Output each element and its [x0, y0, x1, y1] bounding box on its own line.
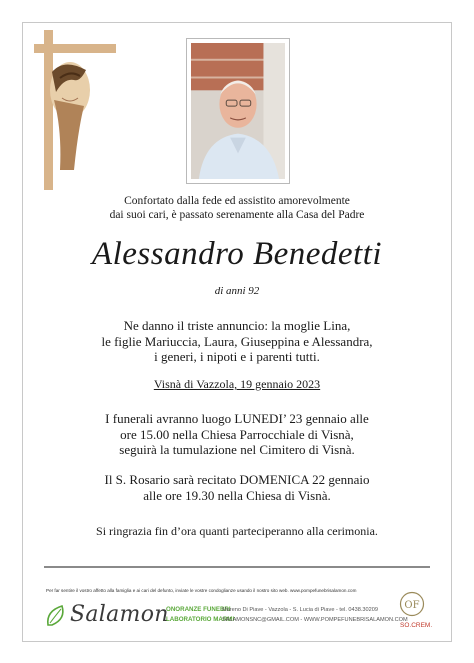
funeral-line: seguirà la tumulazione nel Cimitero di Visnà. [119, 442, 355, 457]
intro-line: Confortato dalla fede ed assistito amorevolmente [124, 195, 350, 207]
brand-logo-text: Salamon [70, 602, 169, 627]
service-line: LABORATORIO MARMI [166, 616, 235, 623]
thanks-text: Si ringrazia fin d’ora quanti parteciperanno alla cerimonia. [96, 524, 378, 538]
funeral-line: I funerali avranno luogo LUNEDI’ 23 gennaio alle [105, 411, 369, 426]
socrem-logo-text: SO.CREM. [400, 622, 433, 629]
announcement-line: Ne danno il triste annuncio: la moglie Lina, [123, 318, 351, 333]
deceased-name: Alessandro Benedetti [91, 236, 383, 272]
brand-contact [222, 605, 408, 625]
portrait-photo [191, 43, 285, 179]
contact-line: SALAMONSNC@GMAIL.COM - WWW.POMPEFUNEBRISALAMON.COM [222, 617, 408, 623]
contact-line: Mareno Di Piave - Vazzola - S. Lucia di Piave - tel. 0438.30209 [222, 607, 378, 613]
rosary-line: alle ore 19.30 nella Chiesa di Visnà. [143, 487, 331, 503]
leaf-logo-icon [44, 603, 70, 629]
funeral-line: ore 15.00 nella Chiesa Parrocchiale di Visnà, [120, 426, 354, 442]
announcement [0, 318, 474, 365]
funeral-info [0, 411, 474, 458]
crucifix-image [34, 30, 116, 190]
of-badge-icon [399, 591, 425, 617]
rosary-line: Il S. Rosario sarà recitato DOMENICA 22 gennaio [104, 472, 370, 487]
rosary-info [0, 472, 474, 503]
condolence-note: Per far sentire il vostro affetto alla famiglia e ai cari del defunto, inviate le vostre condoglianze usando il nostro sito web. www.pompefunebrisalamon.com [46, 588, 357, 593]
announcement-line: i generi, i nipoti e i parenti tutti. [154, 349, 320, 364]
svg-text:OF: OF [404, 600, 420, 611]
place-date-text: Visnà di Vazzola, 19 gennaio 2023 [153, 377, 321, 391]
place-date [0, 377, 474, 392]
announcement-line: le figlie Mariuccia, Laura, Giuseppina e Alessandra, [101, 333, 373, 349]
intro-line: dai suoi cari, è passato serenamente alla Casa del Padre [109, 209, 365, 221]
footer-divider [44, 566, 430, 568]
intro-text [0, 194, 474, 222]
deceased-age: di anni 92 [214, 285, 260, 297]
portrait-frame [186, 38, 290, 184]
service-line: ONORANZE FUNEBRI [166, 606, 231, 613]
